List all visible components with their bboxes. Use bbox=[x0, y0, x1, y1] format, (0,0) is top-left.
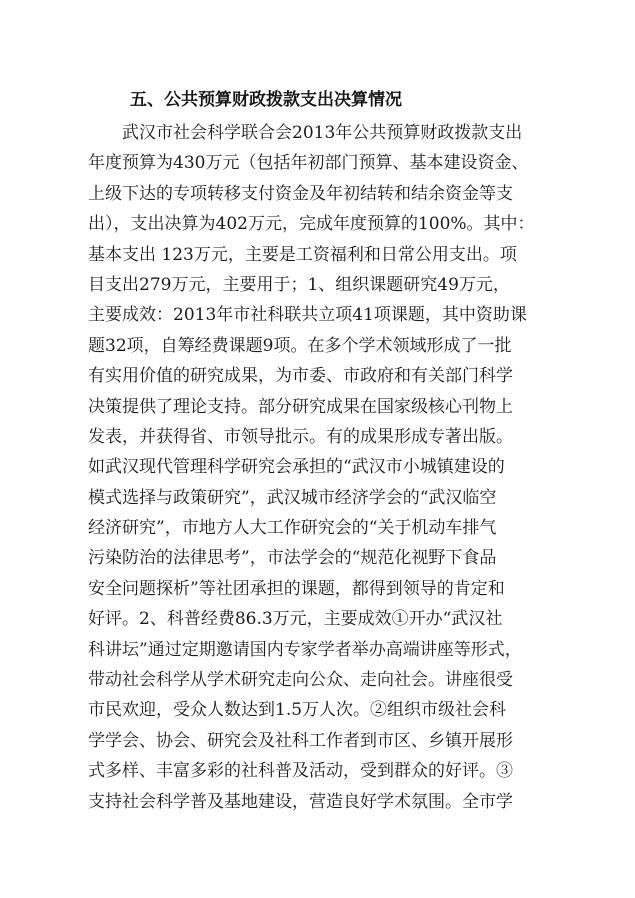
text-line: 上级下达的专项转移支付资金及年初结转和结余资金等支 bbox=[88, 183, 513, 204]
text-line: 武汉市社会科学联合会2013年公共预算财政拨款支出 bbox=[88, 123, 523, 143]
text-line: 科讲坛”通过定期邀请国内专家学者举办高端讲座等形式， bbox=[88, 639, 522, 660]
text-line: 有实用价值的研究成果，为市委、市政府和有关部门科学 bbox=[88, 366, 513, 387]
text-line: 模式选择与政策研究”，武汉城市经济学会的“武汉临空 bbox=[88, 487, 497, 508]
text-line: 年度预算为430万元（包括年初部门预算、基本建设资金、 bbox=[88, 153, 529, 174]
text-line: 主要成效：2013年市社科联共立项41项课题，其中资助课 bbox=[88, 305, 527, 326]
text-line: 出），支出决算为402万元，完成年度预算的100%。其中： bbox=[88, 214, 535, 235]
text-line: 安全问题探析”等社团承担的课题，都得到领导的肯定和 bbox=[88, 578, 505, 599]
text-line: 目支出279万元，主要用于；1、组织课题研究49万元， bbox=[88, 274, 510, 295]
text-line: 决策提供了理论支持。部分研究成果在国家级核心刊物上 bbox=[88, 396, 513, 417]
text-line: 经济研究”，市地方人大工作研究会的“关于机动车排气 bbox=[88, 518, 497, 539]
text-line: 支持社会科学普及基地建设，营造良好学术氛围。全市学 bbox=[88, 791, 513, 812]
text-line: 式多样、丰富多彩的社科普及活动，受到群众的好评。③ bbox=[88, 761, 513, 782]
text-line: 发表，并获得省、市领导批示。有的成果形成专著出版。 bbox=[88, 426, 513, 447]
text-line: 如武汉现代管理科学研究会承担的“武汉市小城镇建设的 bbox=[88, 457, 505, 478]
text-line: 学学会、协会、研究会及社科工作者到市区、乡镇开展形 bbox=[88, 730, 513, 751]
text-line: 基本支出 123万元，主要是工资福利和日常公用支出。项 bbox=[88, 244, 517, 265]
text-line: 好评。2、科普经费86.3万元，主要成效①开办“武汉社 bbox=[88, 609, 503, 630]
text-line: 题32项，自筹经费课题9项。在多个学术领域形成了一批 bbox=[88, 335, 512, 356]
text-line: 市民欢迎，受众人数达到1.5万人次。②组织市级社会科 bbox=[88, 700, 507, 721]
section-heading: 五、公共预算财政拨款支出决算情况 bbox=[130, 90, 402, 110]
text-line: 污染防治的法律思考”，市法学会的“规范化视野下食品 bbox=[88, 548, 497, 569]
body-paragraph bbox=[88, 118, 558, 817]
text-line: 带动社会科学从学术研究走向公众、走向社会。讲座很受 bbox=[88, 670, 513, 691]
